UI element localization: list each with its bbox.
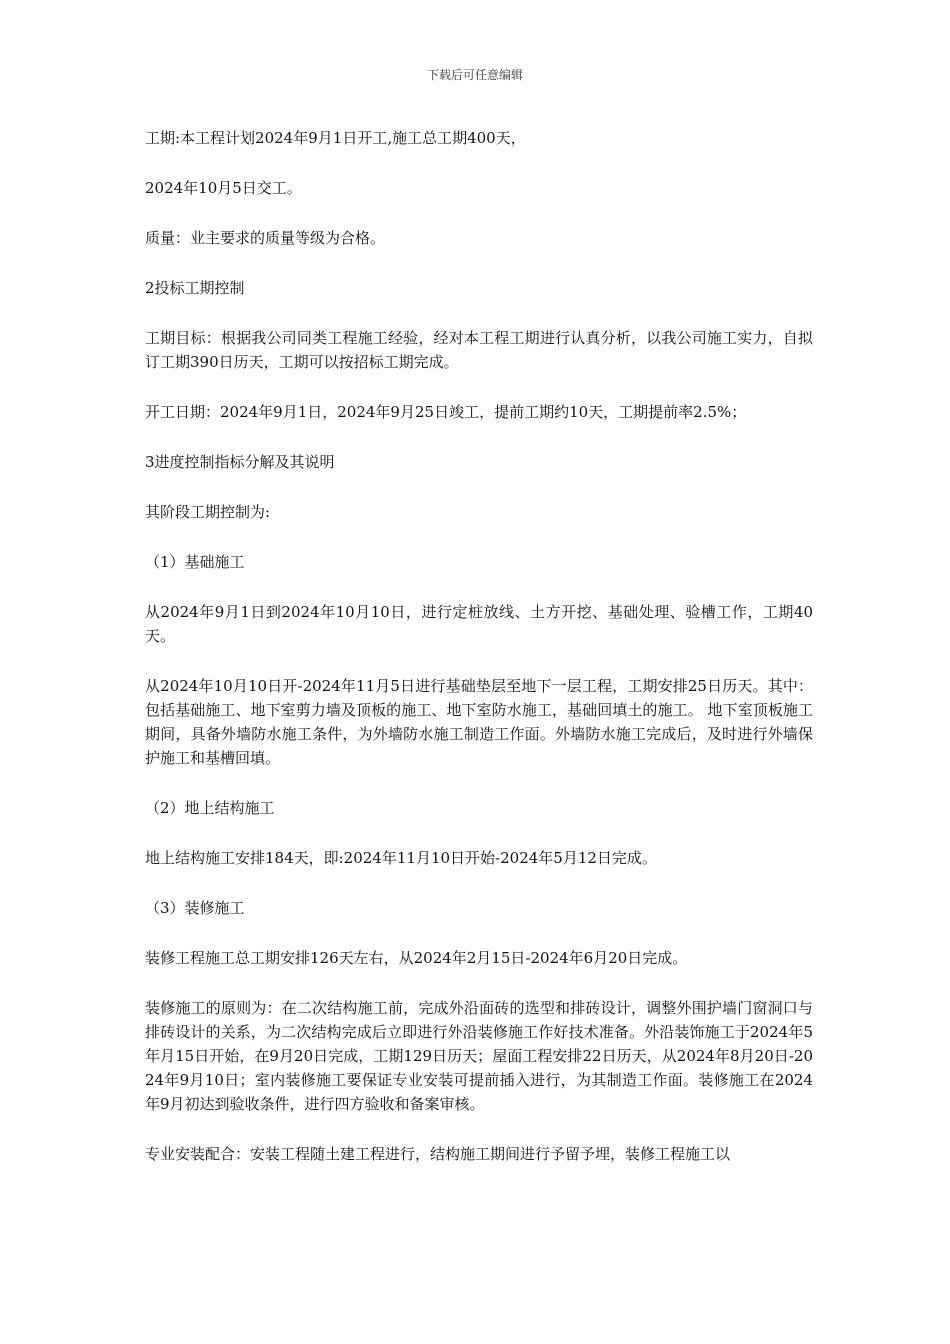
paragraph-phase-intro: 其阶段工期控制为: bbox=[145, 503, 271, 521]
paragraph-schedule: 工期:本工程计划2024年9月1日开工,施工总工期400天， bbox=[145, 129, 526, 147]
paragraph-foundation-2: 从2024年10月10日开-2024年11月5日进行基础垫层至地下一层工程，工期安排25日历天。其中：包括基础施工、地下室剪力墙及顶板的施工、地下室防水施工，基础回填土的施工。 地下室顶板施工期间，具备外墙防水施工条件，为外墙防水施工制造工作面。外墙防水施工完成后，及时进行外墙保护施工和基槽回填。 bbox=[145, 677, 813, 767]
paragraph-start-date: 开工日期：2024年9月1日，2024年9月25日竣工，提前工期约10天，工期提前率2.5%； bbox=[145, 403, 747, 421]
paragraph-duration-target: 工期目标：根据我公司同类工程施工经验，经对本工程工期进行认真分析，以我公司施工实力，自拟订工期390日历天，工期可以按招标工期完成。 bbox=[145, 329, 813, 371]
subheading-structure: （2）地上结构施工 bbox=[145, 799, 275, 817]
paragraph-quality: 质量：业主要求的质量等级为合格。 bbox=[145, 229, 386, 247]
subheading-foundation: （1）基础施工 bbox=[145, 553, 245, 571]
page-header: 下载后可任意编辑 bbox=[426, 68, 523, 82]
paragraph-decoration-principle: 装修施工的原则为：在二次结构施工前，完成外沿面砖的选型和排砖设计，调整外围护墙门窗洞口与排砖设计的关系，为二次结构完成后立即进行外沿装修施工作好技术准备。外沿装饰施工于2024年5年月15日开始，在9月20日完成，工期129日历天；屋面工程安排22日历天，从2024年8月20日-2024年9月10日；室内装修施工要保证专业安装可提前插入进行，为其制造工作面。装修施工在2024年9月初达到验收条件，进行四方验收和备案审核。 bbox=[145, 999, 813, 1113]
paragraph-decoration-duration: 装修工程施工总工期安排126天左右，从2024年2月15日-2024年6月20日完成。 bbox=[145, 949, 688, 967]
paragraph-handover: 2024年10月5日交工。 bbox=[145, 179, 302, 197]
document-body bbox=[145, 126, 813, 1192]
paragraph-foundation-1: 从2024年9月1日到2024年10月10日，进行定桩放线、土方开挖、基础处理、验槽工作，工期40天。 bbox=[145, 603, 813, 645]
section-heading-3: 3进度控制指标分解及其说明 bbox=[145, 453, 335, 471]
section-heading-2: 2投标工期控制 bbox=[145, 279, 245, 297]
paragraph-installation: 专业安装配合：安装工程随土建工程进行，结构施工期间进行予留予埋，装修工程施工以 bbox=[145, 1145, 731, 1163]
paragraph-structure: 地上结构施工安排184天，即:2024年11月10日开始-2024年5月12日完成。 bbox=[145, 849, 657, 867]
subheading-decoration: （3）装修施工 bbox=[145, 899, 245, 917]
